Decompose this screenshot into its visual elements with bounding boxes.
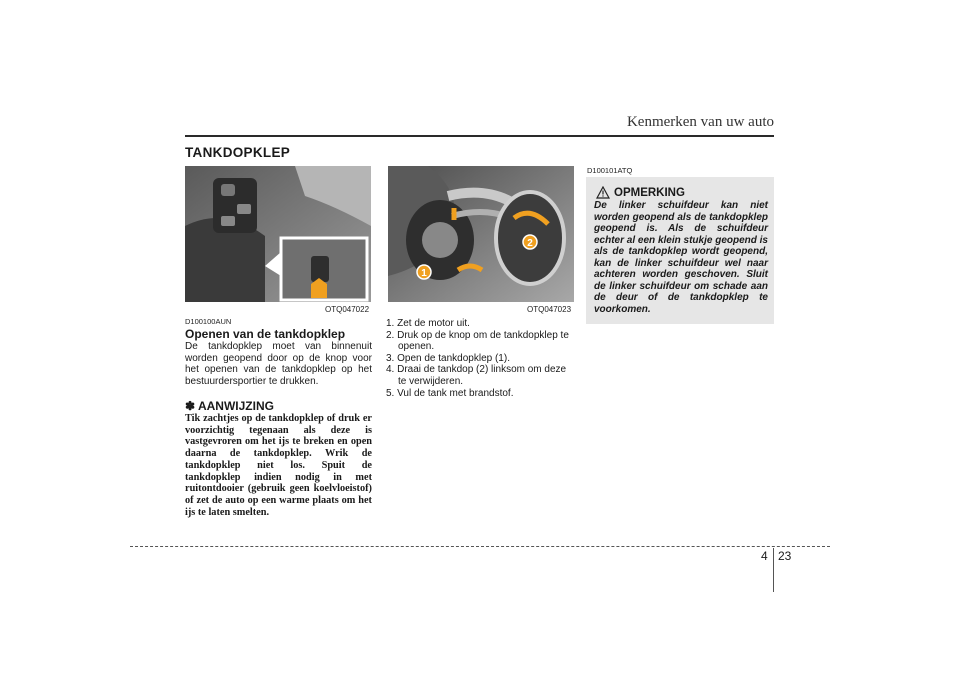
step-item: 4. Draai de tankdop (2) linksom om deze te verwijderen. <box>386 364 567 387</box>
left-heading: Openen van de tankdopklep <box>185 327 346 341</box>
left-paragraph: De tankdopklep moet van binnenuit worden geopend door op de knop voor het openen van de tankdopklep op het bestuurdersportier te drukken. <box>185 341 372 387</box>
note-text: Tik zachtjes op de tankdopklep of druk er voorzichtig tegenaan als deze is vastgevroren om het ijs te breken en open daarna de tankdopklep. Wrik de tankdopklep niet los. Spuit de tankdopklep indien nodig in met ruitontdooier (gebruik geen koelvloeistof) of zet de auto op een warme plaats om het ijs te laten smelten. <box>185 413 372 518</box>
left-photo-code: OTQ047022 <box>325 305 370 314</box>
page-divider <box>773 548 774 592</box>
note-symbol: ✽ <box>185 399 196 413</box>
note-title: AANWIJZING <box>197 399 274 413</box>
middle-photo-code: OTQ047023 <box>527 305 572 314</box>
fuel-filler-photo <box>388 166 574 302</box>
section-title: TANKDOPKLEP <box>185 145 291 160</box>
caution-title: OPMERKING <box>614 187 685 199</box>
chapter-number: 4 <box>761 549 768 563</box>
step-item: 1. Zet de motor uit. <box>386 318 470 329</box>
note-heading <box>185 399 274 413</box>
steps-list <box>386 318 574 399</box>
page-number: 23 <box>778 549 792 563</box>
left-ref-code: D100100AUN <box>185 317 232 326</box>
step-item: 3. Open de tankdopklep (1). <box>386 352 510 364</box>
footer-rule <box>130 546 830 547</box>
caution-text: De linker schuifdeur kan niet worden geopend als de tankdopklep geopend is. Als de schuifdeur echter al een klein stukje geopend is als de tankdopklep wordt geopend, kan de linker schuifdeur wel naar achteren worden geschoven. Sluit de linker schuifdeur om schade aan de deur of de tankdopklep te voorkomen. <box>594 200 768 315</box>
callout-2: 2 <box>527 238 533 249</box>
warning-triangle-icon <box>596 186 610 199</box>
step-item: 5. Vul de tank met brandstof. <box>386 387 514 399</box>
step-item: 2. Druk op de knop om de tankdopklep te openen. <box>386 329 569 353</box>
door-switch-photo <box>185 166 371 302</box>
callout-1: 1 <box>421 268 427 279</box>
right-ref-code: D100101ATQ <box>587 166 633 175</box>
header-rule <box>185 135 774 137</box>
running-header: Kenmerken van uw auto <box>626 114 774 130</box>
